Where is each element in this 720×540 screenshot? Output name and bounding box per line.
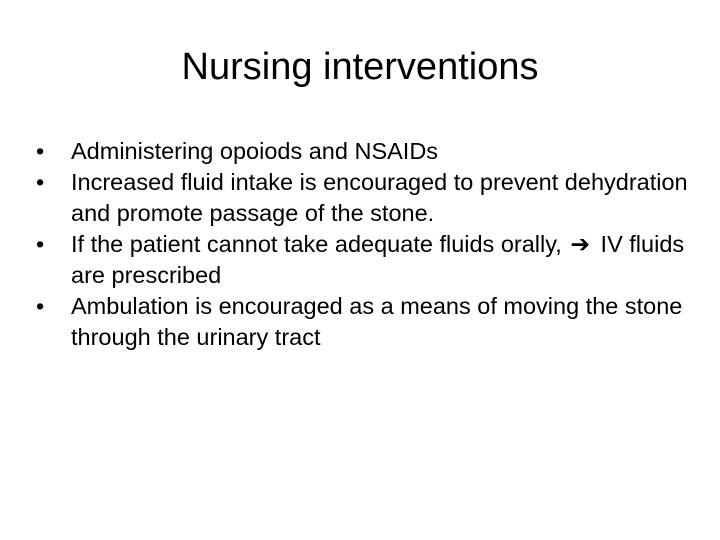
slide-title: Nursing interventions <box>181 46 539 88</box>
bullet-text-before: If the patient cannot take adequate fluids orally, <box>71 231 562 257</box>
bullet-text: Ambulation is encouraged as a means of moving the stone through the urinary tract <box>71 293 683 350</box>
bullet-text: Increased fluid intake is encouraged to prevent dehydration and promote passage of the stone. <box>71 169 688 226</box>
bullet-list <box>36 136 696 353</box>
bullet-marker: • <box>36 231 45 257</box>
bullet-item <box>36 167 696 229</box>
bullet-item <box>36 136 696 167</box>
bullet-text: Administering opoiods and NSAIDs <box>71 138 439 164</box>
bullet-text-after: IV fluids are prescribed <box>71 231 685 288</box>
bullet-marker: • <box>36 293 45 319</box>
bullet-item <box>36 291 696 353</box>
bullet-marker: • <box>36 138 45 164</box>
bullet-item <box>36 229 696 291</box>
bullet-marker: • <box>36 169 45 195</box>
right-arrow-icon: ➔ <box>570 231 591 257</box>
